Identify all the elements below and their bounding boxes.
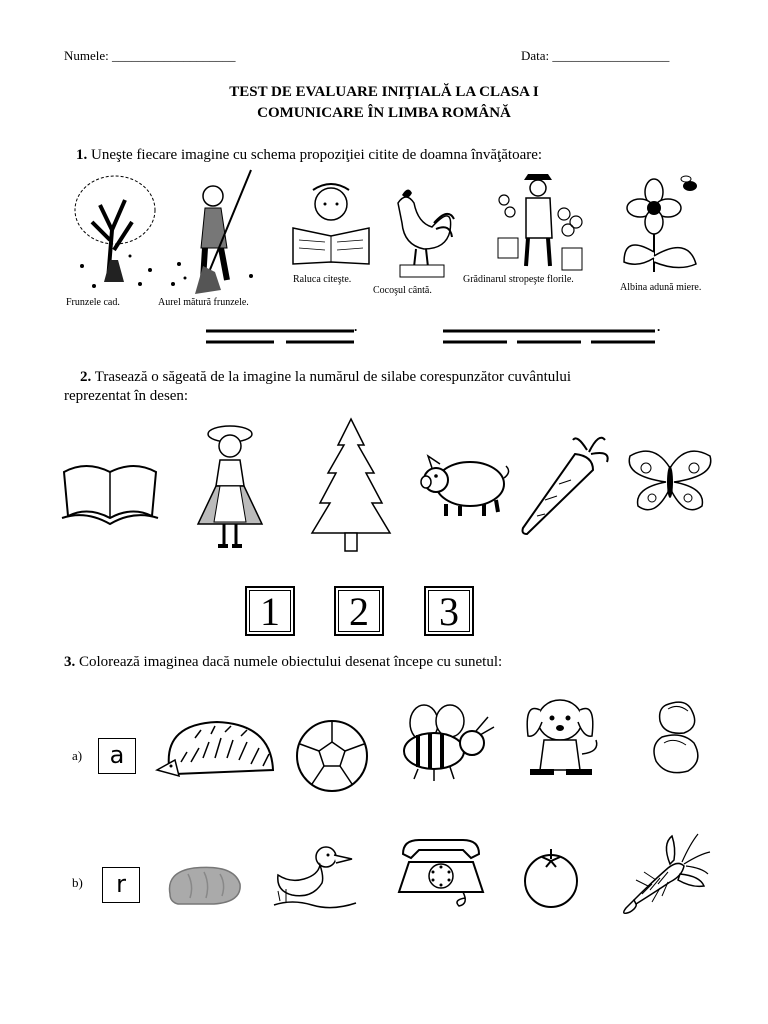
- test-title: TEST DE EVALUARE INIŢIALĂ LA CLASA I: [229, 84, 539, 100]
- sentence-schema-right: [441, 325, 661, 347]
- q2-instruction-line1: [80, 369, 571, 386]
- rooster-icon: [388, 183, 458, 279]
- flower-bee-icon: [618, 172, 718, 280]
- row-b-label: b): [72, 875, 83, 890]
- crayfish-icon[interactable]: [612, 824, 712, 920]
- caption-albina: Albina adună miere.: [620, 282, 702, 293]
- caption-raluca: Raluca citeşte.: [293, 274, 352, 285]
- syllable-box-2[interactable]: [334, 586, 384, 636]
- name-field-label: Numele: ___________________: [64, 48, 236, 63]
- ball-icon[interactable]: [294, 718, 370, 794]
- q3-text: Colorează imaginea dacă numele obiectului desenat începe cu sunetul:: [79, 654, 503, 670]
- schema-left-dot: .: [354, 319, 358, 334]
- syllable-box-3[interactable]: [424, 586, 474, 636]
- bee-icon[interactable]: [398, 703, 498, 783]
- caption-aurel: Aurel mătură frunzele.: [158, 297, 249, 308]
- dog-icon[interactable]: [520, 692, 602, 784]
- q3-number: 3.: [64, 654, 76, 670]
- carrot-icon: [515, 430, 611, 540]
- q2-number: 2.: [80, 369, 92, 385]
- test-subtitle: COMUNICARE ÎN LIMBA ROMÂNĂ: [257, 105, 511, 121]
- syllable-number-3: 3: [428, 590, 470, 632]
- q2-text: Trasează o săgeată de la imagine la numărul de silabe corespunzător cuvântului: [94, 369, 572, 385]
- row-a-label: a): [72, 748, 83, 763]
- syllable-number-1: 1: [249, 590, 291, 632]
- girl-icon: [190, 420, 270, 556]
- q1-instruction: [76, 147, 542, 164]
- caption-frunzele: Frunzele cad.: [66, 297, 120, 308]
- duck-icon[interactable]: [272, 843, 358, 915]
- butterfly-icon: [624, 448, 716, 518]
- syllable-number-2: 2: [338, 590, 380, 632]
- pig-icon: [418, 450, 512, 520]
- girl-reading-icon: [291, 180, 371, 266]
- row-b-letter-box: r: [102, 867, 140, 903]
- caption-cocosul: Cocoşul cântă.: [373, 285, 432, 296]
- syllable-box-1[interactable]: [245, 586, 295, 636]
- tree-autumn-icon: [70, 170, 160, 292]
- tomato-icon[interactable]: [520, 845, 582, 909]
- hedgehog-icon[interactable]: [155, 718, 277, 782]
- schema-right-dot: .: [657, 319, 661, 334]
- gardener-icon: [490, 166, 590, 276]
- telephone-icon[interactable]: [393, 836, 489, 908]
- hazelnut-icon[interactable]: [648, 697, 708, 777]
- fir-tree-icon: [308, 415, 394, 555]
- bread-icon[interactable]: [164, 862, 244, 908]
- q1-text: Uneşte fiecare imagine cu schema propoziţiei citite de doamna învăţătoare:: [91, 147, 543, 163]
- q2-instruction-line2: reprezentat în desen:: [64, 388, 189, 404]
- book-icon: [60, 458, 160, 528]
- q1-number: 1.: [76, 147, 88, 163]
- q3-instruction: [64, 654, 502, 671]
- row-a-letter-box: a: [98, 738, 136, 774]
- boy-sweeping-icon: [165, 168, 265, 296]
- caption-gradinarul: Grădinarul stropeşte florile.: [463, 274, 574, 285]
- sentence-schema-left: [204, 325, 364, 347]
- date-field-label: Data: __________________: [521, 48, 670, 63]
